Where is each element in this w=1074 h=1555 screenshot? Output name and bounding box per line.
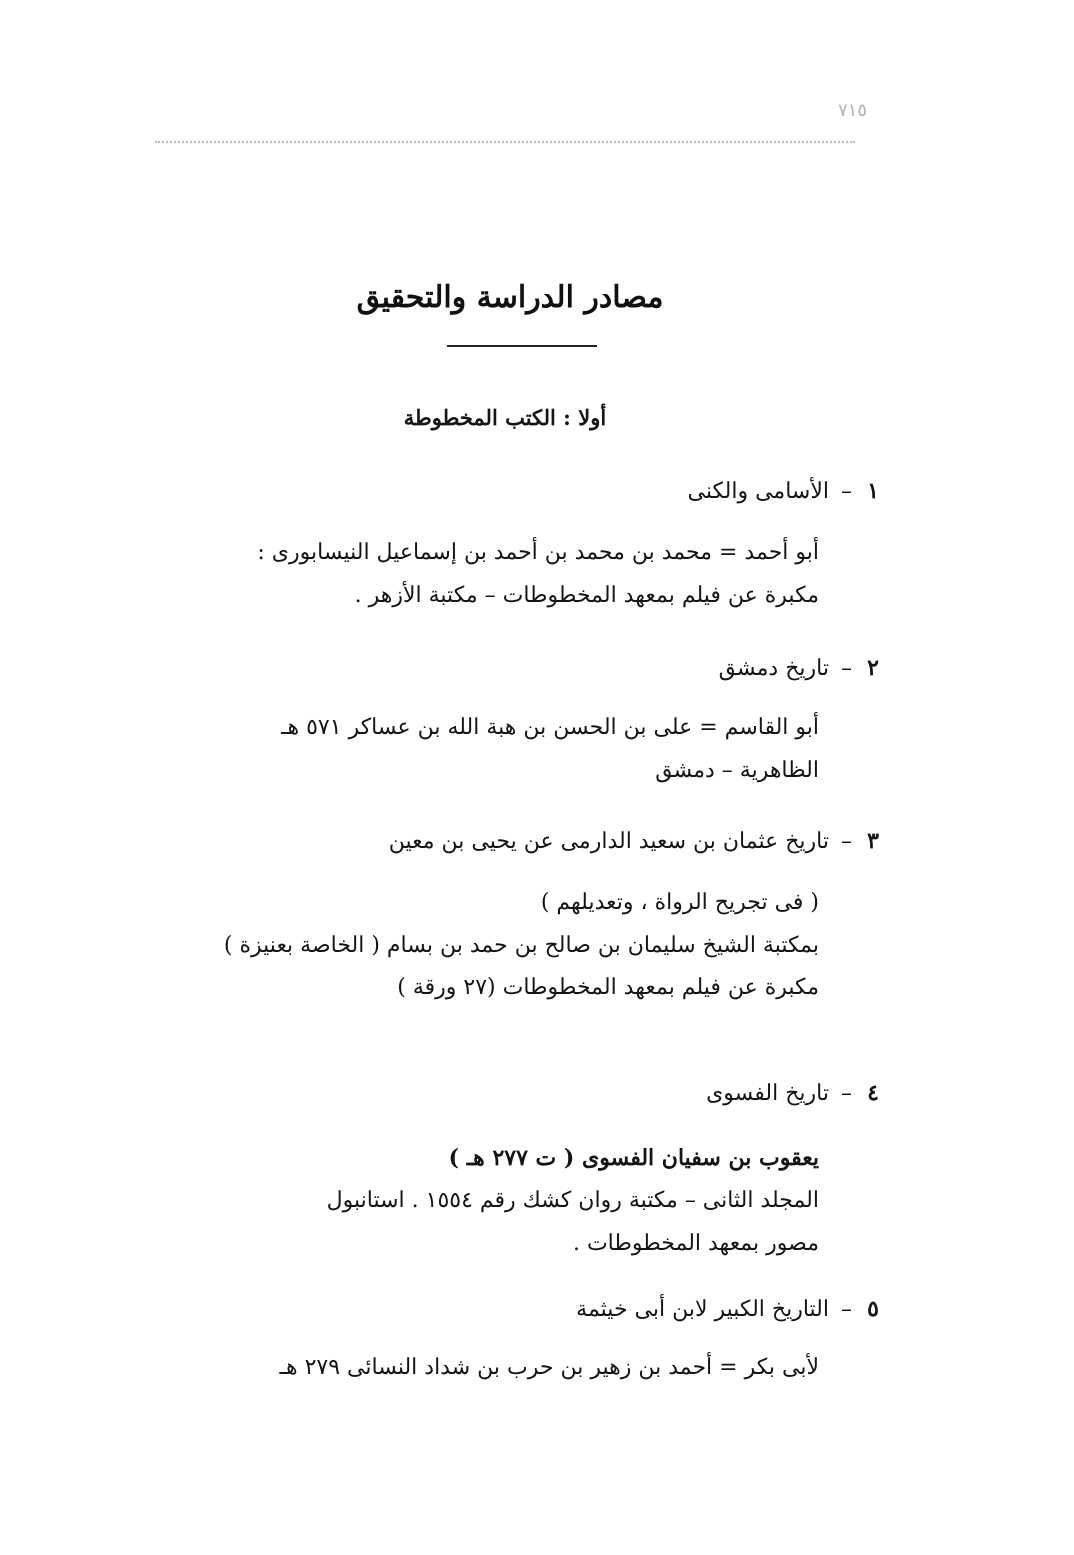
page-number: ٧١٥: [838, 100, 868, 121]
page-title: مصادر الدراسة والتحقيق: [356, 280, 664, 315]
entry-number: ٤: [867, 1080, 879, 1106]
entry-title: تاريخ دمشق: [718, 655, 829, 681]
entry-4-line-3: مصور بمعهد المخطوطات .: [572, 1231, 819, 1256]
entry-title: تاريخ عثمان بن سعيد الدارمى عن يحيى بن معين: [388, 828, 829, 854]
entry-number: ٣: [867, 828, 879, 854]
section-heading: أولا : الكتب المخطوطة: [403, 405, 607, 430]
entry-dash: –: [841, 655, 852, 681]
entry-4-heading: [706, 1080, 894, 1106]
entry-5-line-1: لأبى بكر = أحمد بن زهير بن حرب بن شداد النسائى ٢٧٩ هـ: [279, 1355, 819, 1380]
entry-4-line-2: المجلد الثانى – مكتبة روان كشك رقم ١٥٥٤ . استانبول: [326, 1188, 819, 1213]
entry-number: ٢: [867, 655, 879, 681]
entry-title: التاريخ الكبير لابن أبى خيثمة: [576, 1296, 829, 1322]
entry-3-heading: [389, 828, 894, 854]
entry-title: تاريخ الفسوى: [706, 1080, 829, 1106]
title-underline: [447, 345, 597, 347]
entry-1-line-1: أبو أحمد = محمد بن محمد بن أحمد بن إسماعيل النيسابورى :: [257, 540, 819, 565]
entry-4-line-1: يعقوب بن سفيان الفسوى ( ت ٢٧٧ هـ ): [448, 1145, 819, 1171]
entry-2-line-1: أبو القاسم = على بن الحسن بن هبة الله بن عساكر ٥٧١ هـ: [281, 715, 819, 740]
entry-1-heading: [688, 478, 894, 504]
entry-3-line-3: مكبرة عن فيلم بمعهد المخطوطات (٢٧ ورقة ): [397, 975, 819, 1000]
entry-dash: –: [841, 478, 852, 504]
entry-5-heading: [576, 1296, 894, 1322]
header-divider: [155, 141, 855, 143]
entry-3-line-2: بمكتبة الشيخ سليمان بن صالح بن حمد بن بسام ( الخاصة بعنيزة ): [223, 933, 819, 958]
entry-number: ١: [867, 478, 879, 504]
entry-dash: –: [841, 1296, 852, 1322]
entry-1-line-2: مكبرة عن فيلم بمعهد المخطوطات – مكتبة الأزهر .: [354, 583, 819, 608]
entry-2-heading: [719, 655, 894, 681]
entry-dash: –: [841, 1080, 852, 1106]
entry-3-line-1: ( فى تجريح الرواة ، وتعديلهم ): [540, 890, 819, 915]
entry-number: ٥: [867, 1296, 879, 1322]
entry-dash: –: [841, 828, 852, 854]
entry-2-line-2: الظاهرية – دمشق: [655, 758, 819, 783]
entry-title: الأسامى والكنى: [687, 478, 829, 504]
